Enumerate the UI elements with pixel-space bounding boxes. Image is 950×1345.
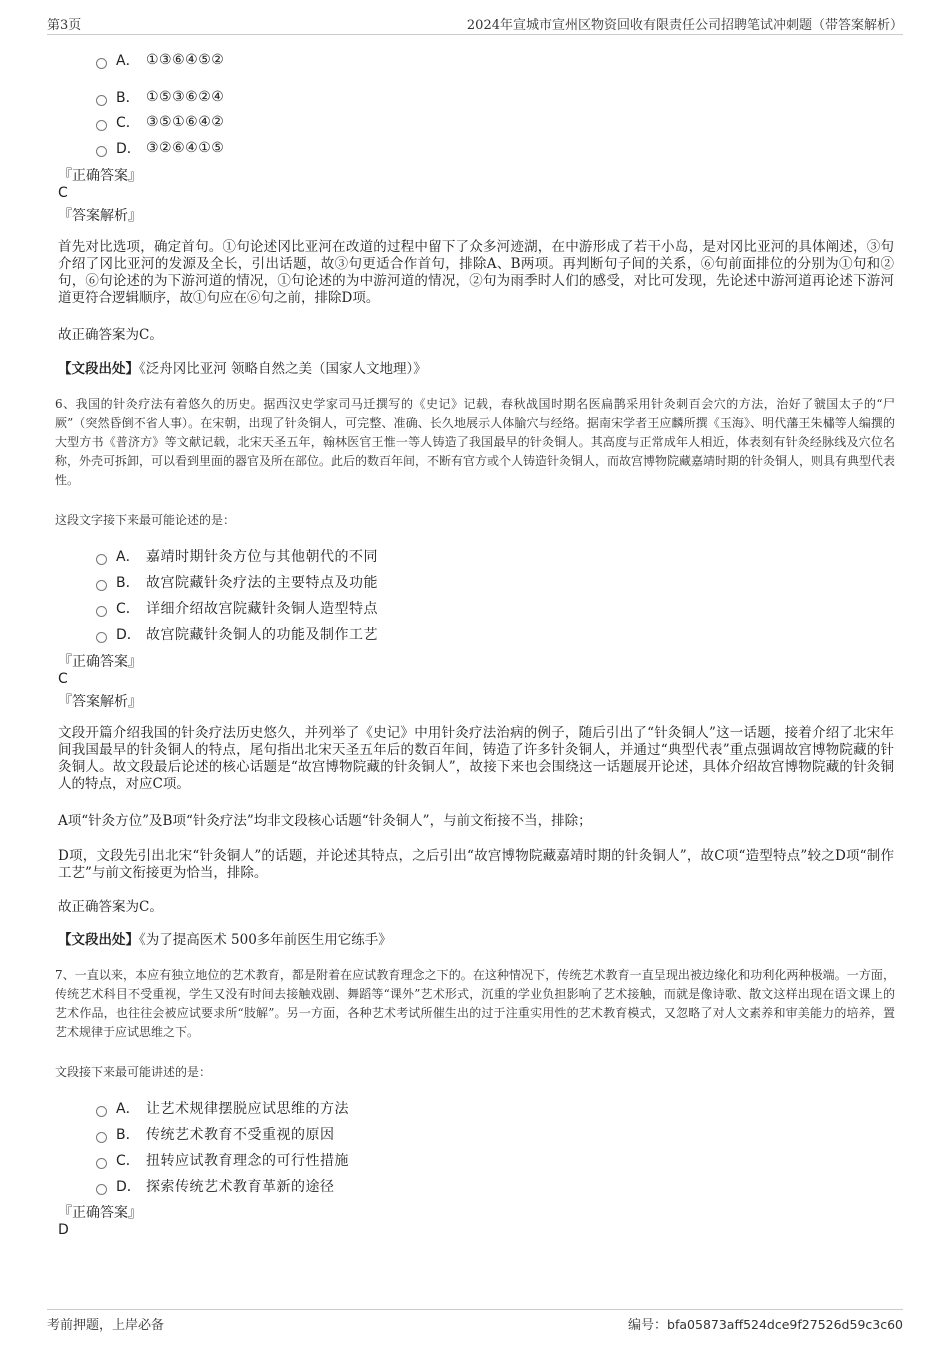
header-divider (47, 34, 903, 35)
q7-option-b[interactable] (96, 1124, 335, 1144)
option-text: 让艺术规律摆脱应试思维的方法 (146, 1101, 349, 1117)
q6-analysis-label: 『答案解析』 (58, 694, 142, 710)
q6-analysis-a-b: A项“针灸方位”及B项“针灸疗法”均非文段核心话题“针灸铜人”，与前文衔接不当，排除； (58, 813, 592, 829)
q5-option-b[interactable] (96, 87, 224, 107)
option-text: 故宫院藏针灸疗法的主要特点及功能 (146, 575, 378, 591)
radio-icon[interactable] (96, 606, 107, 617)
option-text: 详细介绍故宫院藏针灸铜人造型特点 (146, 601, 378, 617)
source-title: 《泛舟冈比亚河 领略自然之美（国家人文地理）》 (139, 361, 427, 377)
option-text: ③⑤①⑥④② (146, 114, 225, 130)
option-letter: D． (116, 627, 141, 643)
q7-option-c[interactable] (96, 1150, 349, 1170)
option-text: 嘉靖时期针灸方位与其他朝代的不同 (146, 549, 378, 565)
q5-answer: C (58, 185, 68, 201)
option-text: ③②⑥④①⑤ (146, 140, 225, 156)
option-text: 探索传统艺术教育革新的途径 (146, 1179, 335, 1195)
option-letter: A． (116, 549, 140, 565)
radio-icon[interactable] (96, 1106, 107, 1117)
q6-analysis-text: 文段开篇介绍我国的针灸疗法历史悠久，并列举了《史记》中用针灸疗法治病的例子，随后引出了“针灸铜人”这一话题，接着介绍了北宋年间我国最早的针灸铜人的特点，尾句指出北宋天圣五年后的数百年间，铸造了许多针灸铜人，并通过“典型代表”重点强调故宫博物院藏的针灸铜人。故文段最后论述的核心话题是“故宫博物院藏的针灸铜人”，故接下来也会围绕这一话题展开论述，具体介绍故宫博物院藏的针灸铜人的特点，对应C项。 (58, 725, 894, 792)
radio-icon[interactable] (96, 146, 107, 157)
q7-question: 7、一直以来，本应有独立地位的艺术教育，都是附着在应试教育理念之下的。在这种情况下，传统艺术教育一直呈现出被边缘化和功利化两种极端。一方面，传统艺术科目不受重视，学生又没有时间去接触戏剧、舞蹈等“课外”艺术形式，沉重的学业负担影响了艺术接触，而就是像诗歌、散文这样出现在语文课上的艺术作品，也往往会被应试要求所“肢解”。另一方面，各种艺术考试所催生出的过于注重实用性的艺术教育模式，又忽略了对人文素养和审美能力的培养，置艺术规律于应试思维之下。 (55, 968, 895, 1039)
q5-source (58, 361, 894, 378)
q5-option-c[interactable] (96, 112, 224, 132)
document-code (628, 1314, 903, 1333)
radio-icon[interactable] (96, 1184, 107, 1195)
option-letter: D． (116, 141, 141, 157)
q6-question: 6、我国的针灸疗法有着悠久的历史。据西汉史学家司马迁撰写的《史记》记载，春秋战国时期名医扁鹊采用针灸刺百会穴的方法，治好了虢国太子的“尸厥”（突然昏倒不省人事）。在宋朝，出现了针灸铜人，可完整、准确、长久地展示人体腧穴与经络。据南宋学者王应麟所撰《玉海》、明代藩王朱橚等人编撰的大型方书《普济方》等文献记载，北宋天圣五年，翰林医官王惟一等人铸造了我国最早的针灸铜人。其高度与正常成年人相近，体表刻有针灸经脉线及穴位名称，外壳可拆卸，可以看到里面的器官及所在部位。此后的数百年间，不断有官方或个人铸造针灸铜人，而故宫博物院藏嘉靖时期的针灸铜人，则具有典型代表性。 (55, 397, 896, 487)
radio-icon[interactable] (96, 120, 107, 131)
q7-option-d[interactable] (96, 1176, 335, 1196)
source-title: 《为了提高医术 500多年前医生用它练手》 (139, 932, 392, 948)
q6-option-b[interactable] (96, 572, 378, 592)
option-letter: A． (116, 53, 140, 69)
q5-conclusion: 故正确答案为C。 (58, 327, 163, 343)
option-letter: B． (116, 90, 140, 106)
q7-answer-label: 『正确答案』 (58, 1205, 142, 1221)
q7-option-a[interactable] (96, 1098, 349, 1118)
radio-icon[interactable] (96, 1158, 107, 1169)
code-value: bfa05873aff524dce9f27526d59c3c60 (667, 1317, 903, 1332)
footer-slogan: 考前押题，上岸必备 (47, 1318, 165, 1333)
radio-icon[interactable] (96, 1132, 107, 1143)
option-letter: C． (116, 115, 140, 131)
radio-icon[interactable] (96, 554, 107, 565)
code-label: 编号： (628, 1318, 668, 1333)
option-text: 扭转应试教育理念的可行性措施 (146, 1153, 349, 1169)
radio-icon[interactable] (96, 58, 107, 69)
q5-analysis-label: 『答案解析』 (58, 208, 142, 224)
q6-option-a[interactable] (96, 546, 378, 566)
option-text: ①③⑥④⑤② (146, 52, 225, 68)
option-text: 故宫院藏针灸铜人的功能及制作工艺 (146, 627, 378, 643)
document-title: 2024年宣城市宣州区物资回收有限责任公司招聘笔试冲刺题（带答案解析） (466, 18, 903, 33)
q6-analysis-d: D项，文段先引出北宋“针灸铜人”的话题，并论述其特点，之后引出“故宫博物院藏嘉靖时期的针灸铜人”，故C项“造型特点”较之D项“制作工艺”与前文衔接更为恰当，排除。 (58, 848, 894, 881)
q7-prompt: 文段接下来最可能讲述的是： (55, 1065, 212, 1079)
source-label: 【文段出处】 (58, 932, 139, 948)
q5-option-d[interactable] (96, 138, 224, 158)
radio-icon[interactable] (96, 95, 107, 106)
option-letter: D． (116, 1179, 141, 1195)
q5-answer-label: 『正确答案』 (58, 168, 142, 184)
source-label: 【文段出处】 (58, 361, 139, 377)
radio-icon[interactable] (96, 632, 107, 643)
q6-answer-label: 『正确答案』 (58, 654, 142, 670)
q6-source (58, 932, 894, 949)
option-text: ①⑤③⑥②④ (146, 89, 225, 105)
option-letter: B． (116, 1127, 140, 1143)
option-text: 传统艺术教育不受重视的原因 (146, 1127, 335, 1143)
option-letter: A． (116, 1101, 140, 1117)
q6-conclusion: 故正确答案为C。 (58, 899, 163, 915)
q6-prompt: 这段文字接下来最可能论述的是： (55, 513, 236, 527)
footer-divider (47, 1309, 903, 1310)
q6-option-d[interactable] (96, 624, 378, 644)
option-letter: C． (116, 601, 140, 617)
q6-answer: C (58, 671, 68, 687)
q6-option-c[interactable] (96, 598, 378, 618)
q5-analysis-text: 首先对比选项，确定首句。①句论述冈比亚河在改道的过程中留下了众多河迹湖，在中游形成了若干小岛，是对冈比亚河的具体阐述，③句介绍了冈比亚河的发源及全长，引出话题，故③句更适合作首句，排除A、B两项。再判断句子间的关系，⑥句前面排位的分别为①句和②句，⑥句论述的为下游河道的情况，①句论述的为中游河道的情况，②句为雨季时人们的感受，对比可发现，先论述中游河道再论述下游河道更符合逻辑顺序，故①句应在⑥句之前，排除D项。 (58, 239, 894, 306)
radio-icon[interactable] (96, 580, 107, 591)
q7-answer: D (58, 1222, 69, 1238)
q5-option-a[interactable] (96, 50, 224, 70)
option-letter: B． (116, 575, 140, 591)
option-letter: C． (116, 1153, 140, 1169)
page-number: 第3页 (47, 18, 82, 33)
